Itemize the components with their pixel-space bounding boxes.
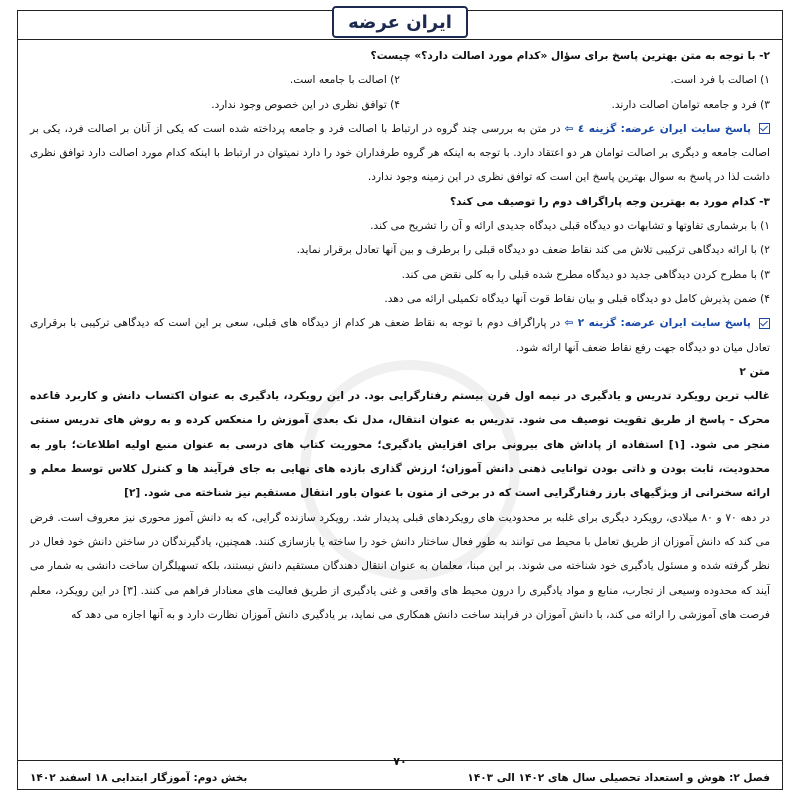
q2-option-2: ۲) اصالت با جامعه است.	[289, 74, 400, 87]
q3-option-4: ۴) ضمن پذیرش کامل دو دیدگاه قبلی و بیان نقاط قوت آنها دیدگاه تکمیلی ارائه می دهد.	[384, 292, 770, 305]
footer-section: بخش دوم: آموزگار ابتدایی ۱۸ اسفند ۱۴۰۲	[30, 772, 248, 784]
page-footer	[30, 768, 770, 788]
q2-answer-text: در متن به بررسی چند گروه در ارتباط با اصالت فرد و جامعه پرداخته شده است که یکی از آنان بر اصالت فرد، یکی بر اصالت جامعه و دیگری بر اصالت توامان هر دو اعتقاد دارد. با توجه به اینکه هر گروه طرفداران خود را دارد نمیتوان در ارتباط با اینکه کدام مورد اصالت دارد توافق نظری داشت لذا در پاسخ به سوال بهترین پاسخ این است که توافق نظری در این زمینه وجود ندارد.	[30, 122, 770, 184]
site-logo	[332, 6, 468, 38]
text-2-title: متن ۲	[739, 365, 770, 378]
q2-option-3: ۳) فرد و جامعه توامان اصالت دارند.	[611, 98, 770, 111]
text-2-paragraph-1: غالب ترین رویکرد تدریس و یادگیری در نیمه اول قرن بیستم رفتارگرایی بود. در این رویکرد، یادگیری به عنوان اکتساب دانش و کاربرد قاعده محرک - پاسخ از طریق تقویت توصیف می شود. تدریس به عنوان انتقال، مدل تک بعدی آموزش را منعکس کرده و به روش های تدریس سنتی منجر می شود. [۱] استفاده از پاداش های بیرونی برای افزایش یادگیری؛ محوریت کتاب های درسی به عنوان منبع اولیه اطلاعات؛ باور به محدودیت، ثابت بودن و ذاتی بودن توانایی ذهنی دانش آموزان؛ ارزش گذاری بازده های نهایی به جای فرآیند ها و کنترل کلاس توسط معلم و ارائه سخنرانی از ویژگیهای بارز رفتارگرایی است که در برخی از متون با عنوان باور انتقال مستقیم نیز شناخته می شود. [۲]	[30, 390, 770, 500]
checkbox-icon	[759, 123, 770, 134]
q3-option-2: ۲) با ارائه دیدگاهی ترکیبی تلاش می کند نقاط ضعف دو دیدگاه قبلی را برطرف و بین آنها تعادل برقرار نماید.	[296, 244, 770, 257]
question-2: ۲- با توجه به متن بهترین پاسخ برای سؤال «کدام مورد اصالت دارد؟» چیست؟	[370, 50, 770, 62]
q2-answer-label: پاسخ سایت ایران عرضه: گزینه ٤ ⇦	[564, 122, 751, 135]
q2-option-4: ۴) توافق نظری در این خصوص وجود ندارد.	[211, 98, 400, 111]
checkbox-icon	[759, 318, 770, 329]
q2-options-row-1	[30, 68, 770, 92]
q2-option-1: ۱) اصالت با فرد است.	[670, 74, 770, 87]
logo-text: ایران عرضه	[348, 11, 452, 33]
q3-answer	[30, 311, 770, 360]
footer-chapter: فصل ۲: هوش و استعداد تحصیلی سال های ۱۴۰۲ الی ۱۴۰۳	[467, 772, 770, 784]
page-content	[30, 44, 770, 756]
q2-options-row-2	[30, 93, 770, 117]
q2-answer	[30, 117, 770, 190]
text-2-paragraph-2: در دهه ۷۰ و ۸۰ میلادی، رویکرد دیگری برای غلبه بر محدودیت های رویکردهای قبلی پدیدار شد. رویکرد سازنده گرایی، که به دانش آموز محوری نیز معروف است. فرض می کند که دانش آموزان از طریق تعامل با محیط می توانند به طور فعال ساختار دانش خود را ساخته یا بازسازی کنند. همچنین، یادگیرندگان در ساختن دانش خود فعال در نظر گرفته شده و مسئول یادگیری خود شناخته می شوند. بر این مبنا، معلمان به عنوان انتقال دهندگان مستقیم دانش نیستند، بلکه تسهیلگران ساخت دانشی به شمار می آیند که محدوده وسیعی از تجارب، منابع و مواد یادگیری را درون محیط های واقعی و غنی یادگیری از طریق فعالیت های معنادار فراهم می کنند. [۳] در این رویکرد، معلم فرصت های آموزشی را ارائه می کند، با دانش آموزان در فرایند ساخت دانش همکاری می نماید، بر یادگیری دانش آموزان نظارت دارد و به آنها اجازه می دهد که	[30, 511, 771, 621]
q3-option-1: ۱) با برشماری تفاوتها و تشابهات دو دیدگاه قبلی دیدگاه جدیدی ارائه و آن را تشریح می کند.	[370, 220, 770, 233]
q3-answer-text: در پاراگراف دوم با توجه به نقاط ضعف هر کدام از دیدگاه های قبلی، سعی بر این است که دیدگاهی ترکیبی با برقراری تعادل میان دو دیدگاه جهت رفع نقاط ضعف آنها ارائه شود.	[30, 317, 770, 354]
q3-option-3: ۳) با مطرح کردن دیدگاهی جدید دو دیدگاه مطرح شده قبلی را به کلی نقض می کند.	[401, 268, 770, 281]
q3-answer-label: پاسخ سایت ایران عرضه: گزینه ۲ ⇦	[564, 317, 751, 330]
header-rule	[18, 39, 782, 40]
question-3: ۳- کدام مورد به بهترین وجه پاراگراف دوم را توصیف می کند؟	[449, 195, 770, 208]
page-number: ۷۰	[393, 755, 407, 768]
